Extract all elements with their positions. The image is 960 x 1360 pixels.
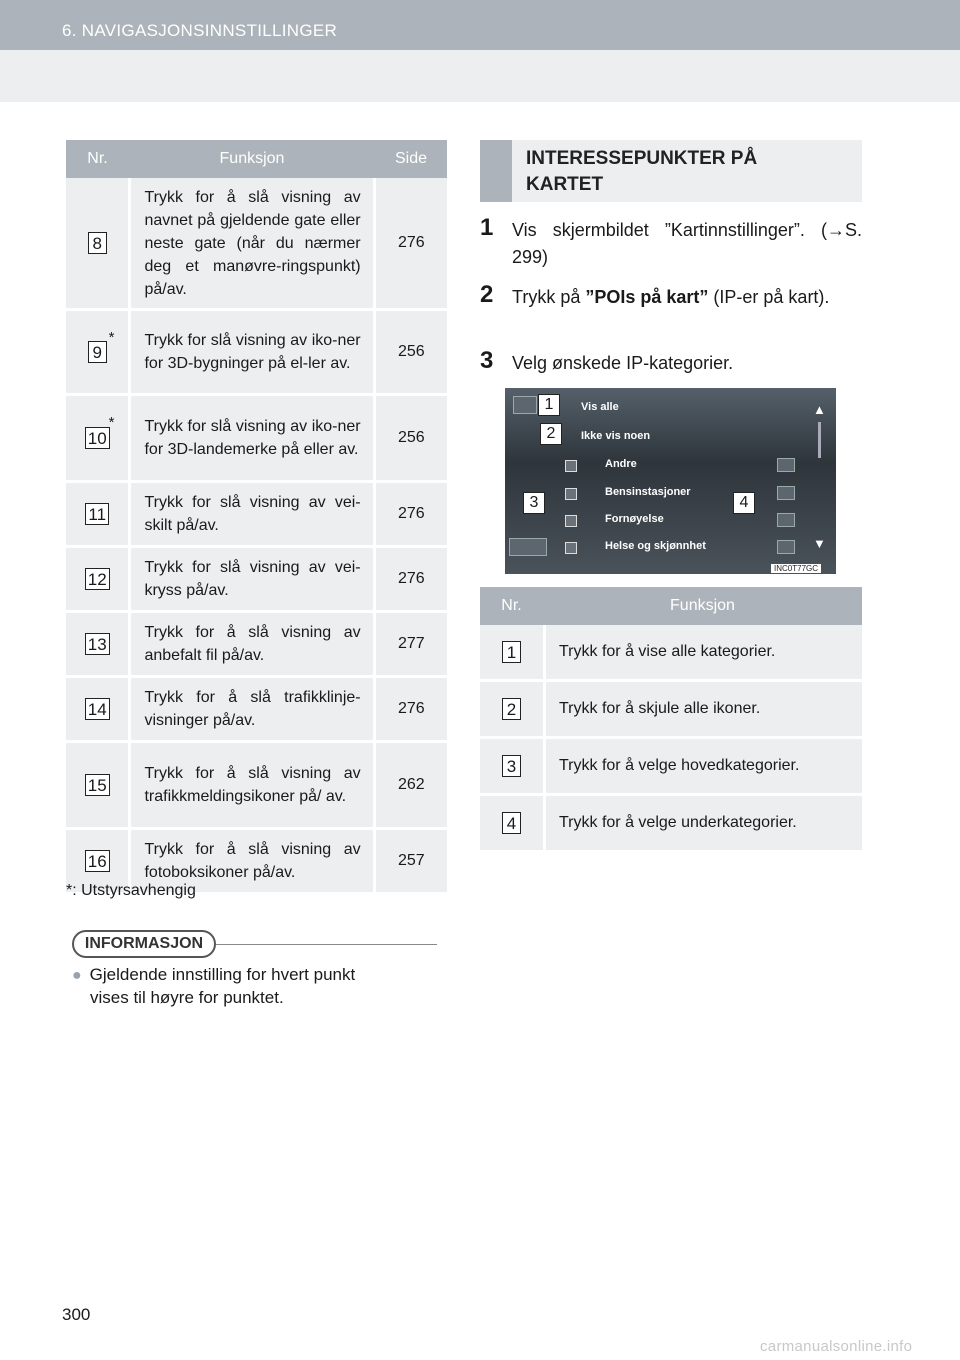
section-title: 6. NAVIGASJONSINNSTILLINGER — [62, 21, 338, 40]
sub-icon — [777, 458, 795, 472]
step-2: 2 Trykk på ”POIs på kart” (IP-er på kart). — [480, 281, 830, 308]
table-row — [480, 796, 862, 853]
bullet-icon: ● — [72, 967, 82, 984]
screen-item-ikke-vis: Ikke vis noen — [581, 430, 651, 442]
row-number: 13 — [85, 633, 110, 655]
table-row — [66, 613, 447, 678]
row-number: 10 — [85, 427, 110, 449]
row-function: Trykk for å slå visning av anbefalt fil på/av. — [131, 613, 375, 675]
row-number: 16 — [85, 850, 110, 872]
table-header — [480, 587, 862, 625]
row-page: 276 — [397, 505, 425, 522]
row-page: 262 — [397, 776, 425, 793]
header-band — [0, 50, 960, 102]
col-nr: Nr. — [501, 597, 522, 614]
sub-icon — [777, 513, 795, 527]
footnote: *: Utstyrsavhengig — [66, 882, 196, 899]
row-function: Trykk for slå visning av iko-ner for 3D-landemerke på eller av. — [131, 396, 375, 480]
row-function: Trykk for å slå trafikklinje-visninger på/av. — [131, 678, 375, 740]
col-nr: Nr. — [87, 150, 108, 167]
page-header — [0, 0, 960, 50]
row-number: 1 — [502, 641, 521, 663]
page-number: 300 — [62, 1305, 91, 1324]
table-row — [66, 311, 447, 396]
map-icon — [513, 396, 537, 414]
info-text: ● Gjeldende innstilling for hvert punkt vises til høyre for punktet. — [72, 965, 356, 1007]
table-row — [66, 678, 447, 743]
row-function: Trykk for å skjule alle ikoner. — [559, 700, 761, 717]
sub-icon — [777, 540, 795, 554]
screen-item-vis-alle: Vis alle — [581, 401, 619, 413]
table-row — [480, 682, 862, 739]
callout-4: 4 — [733, 492, 755, 514]
footnote-mark: * — [108, 329, 115, 346]
table-row — [66, 396, 447, 483]
row-function: Trykk for å slå visning av trafikkmeldingsikoner på/ av. — [131, 743, 375, 827]
checkbox-icon — [565, 515, 577, 527]
row-function: Trykk for slå visning av vei-skilt på/av. — [131, 483, 375, 545]
table-row — [66, 743, 447, 830]
watermark: carmanualsonline.info — [760, 1338, 913, 1355]
row-number: 2 — [502, 698, 521, 720]
heading-bar — [480, 140, 512, 202]
callout-1: 1 — [538, 394, 560, 416]
footnote-mark: * — [108, 414, 115, 431]
row-number: 9 — [88, 341, 107, 363]
callout-3: 3 — [523, 492, 545, 514]
function-table — [480, 587, 862, 853]
col-side: Side — [394, 150, 428, 167]
table-header — [66, 140, 447, 178]
table-row — [480, 625, 862, 682]
checkbox-icon — [565, 460, 577, 472]
row-number: 3 — [502, 755, 521, 777]
table-row — [66, 178, 447, 311]
step-3: 3 Velg ønskede IP-kategorier. — [480, 347, 734, 374]
row-function: Trykk for å velge underkategorier. — [559, 814, 797, 831]
row-function: Trykk for slå visning av vei-kryss på/av. — [131, 548, 375, 610]
row-page: 256 — [397, 429, 425, 446]
row-function: Trykk for å vise alle kategorier. — [559, 643, 776, 660]
row-function: Trykk for å slå visning av navnet på gjeldende gate eller neste gate (når du nærmer deg et manøvre-ringspunkt) på/av. — [131, 178, 375, 308]
info-label: INFORMASJON — [72, 930, 216, 958]
checkbox-icon — [565, 542, 577, 554]
row-number: 11 — [85, 503, 109, 525]
row-page: 276 — [397, 570, 425, 587]
row-page: 276 — [397, 234, 425, 251]
row-page: 276 — [397, 700, 425, 717]
row-number: 15 — [85, 774, 110, 796]
checkbox-icon — [565, 488, 577, 500]
info-divider — [216, 944, 437, 945]
settings-table — [66, 140, 447, 895]
table-row — [66, 483, 447, 548]
row-page: 256 — [397, 343, 425, 360]
row-number: 8 — [88, 232, 107, 254]
row-page: 257 — [397, 852, 425, 869]
table-row — [480, 739, 862, 796]
row-number: 12 — [85, 568, 110, 590]
scroll-down-icon: ▼ — [813, 536, 826, 551]
screen-item-bensin: Bensinstasjoner — [605, 486, 691, 498]
row-function: Trykk for å slå visning av fotoboksikoner på/av. — [131, 830, 375, 892]
col-funksjon: Funksjon — [219, 150, 285, 167]
callout-2: 2 — [540, 423, 562, 445]
row-page: 277 — [397, 635, 425, 652]
col-funksjon: Funksjon — [670, 597, 735, 614]
step-1: 1 Vis skjermbildet ”Kartinnstillinger”. (→S. 299) — [480, 214, 862, 267]
screen-item-fornoyelse: Fornøyelse — [605, 513, 664, 525]
scroll-up-icon: ▲ — [813, 402, 826, 417]
table-row — [66, 548, 447, 613]
row-number: 14 — [85, 698, 110, 720]
screen-item-helse: Helse og skjønnhet — [605, 540, 706, 552]
poi-screen-illustration — [505, 388, 836, 574]
scrollbar — [818, 422, 821, 458]
row-number: 4 — [502, 812, 521, 834]
screen-item-andre: Andre — [605, 458, 637, 470]
back-icon — [509, 538, 547, 556]
image-code: INC0T77GC — [771, 564, 821, 573]
row-function: Trykk for slå visning av iko-ner for 3D-bygninger på el-ler av. — [131, 311, 375, 393]
sub-icon — [777, 486, 795, 500]
section-heading: INTERESSEPUNKTER PÅ KARTET — [480, 140, 862, 202]
row-function: Trykk for å velge hovedkategorier. — [559, 757, 800, 774]
